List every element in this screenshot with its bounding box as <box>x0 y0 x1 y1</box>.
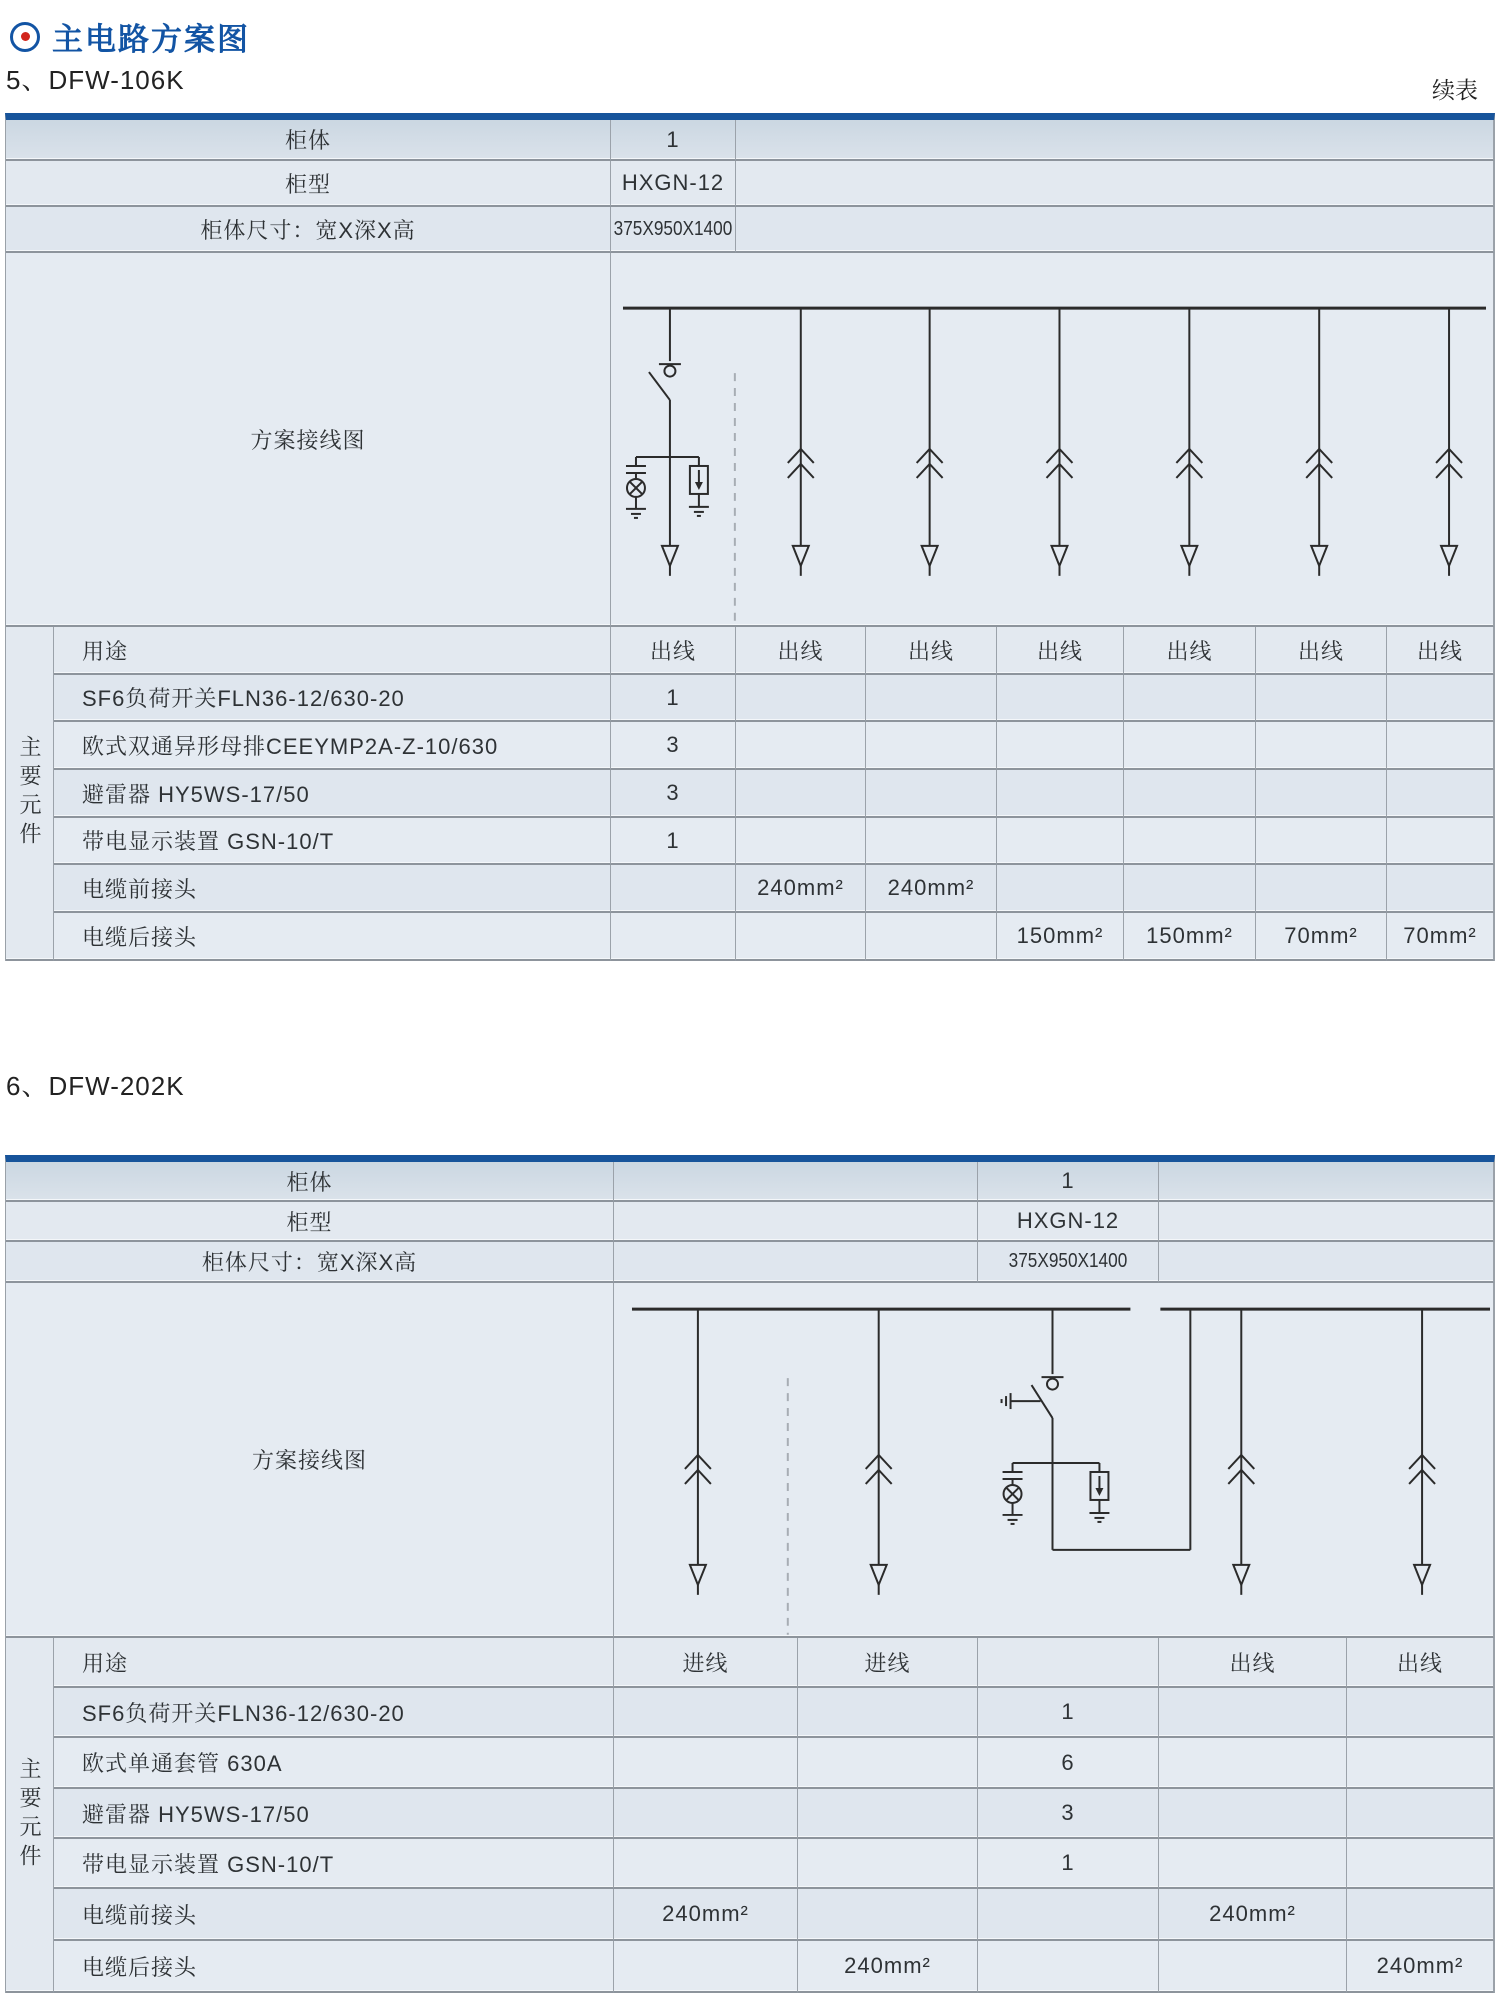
qty-cell <box>1256 770 1387 818</box>
page-title-text: 主电路方案图 <box>52 22 250 57</box>
cable-size-cell <box>798 1889 978 1941</box>
info-value-cell: HXGN-12 <box>611 161 736 207</box>
cable-size-cell <box>614 1941 798 1993</box>
qty-cell <box>1347 1789 1494 1839</box>
info-label-cell: 柜体 <box>6 120 611 161</box>
qty-cell <box>1124 722 1256 770</box>
cable-size-cell <box>978 1889 1159 1941</box>
qty-cell <box>1159 1789 1347 1839</box>
page-title <box>10 14 250 59</box>
single-line-diagram-dfw202k <box>614 1283 1493 1638</box>
usage-header-cell: 出线 <box>1387 627 1494 675</box>
usage-header-cell: 出线 <box>866 627 997 675</box>
switch-branch <box>626 308 709 576</box>
info-label-cell: 柜体尺寸：宽X深X高 <box>6 1242 614 1283</box>
cable-size-cell <box>1124 865 1256 913</box>
usage-header-cell: 出线 <box>1124 627 1256 675</box>
cable-size-cell <box>997 865 1124 913</box>
usage-header-cell: 进线 <box>614 1638 798 1688</box>
outgoing-branch <box>917 308 943 576</box>
cable-size-cell <box>1159 1941 1347 1993</box>
info-label-cell: 柜体尺寸：宽X深X高 <box>6 207 611 253</box>
qty-cell <box>614 1789 798 1839</box>
qty-cell <box>736 722 866 770</box>
cable-size-cell: 240mm² <box>1347 1941 1494 1993</box>
outgoing-branch <box>1176 308 1202 576</box>
section2-title: 6、DFW-202K <box>6 1071 185 1101</box>
continued-note: 续表 <box>1432 77 1478 103</box>
usage-header-cell: 出线 <box>736 627 866 675</box>
cable-size-cell <box>611 865 736 913</box>
outgoing-branch <box>788 308 814 576</box>
outgoing-branch <box>1047 308 1073 576</box>
usage-header-cell: 进线 <box>798 1638 978 1688</box>
bullseye-icon <box>10 22 40 52</box>
cable-size-cell: 240mm² <box>866 865 997 913</box>
diagram-label-cell: 方案接线图 <box>6 253 611 627</box>
qty-cell <box>1347 1738 1494 1789</box>
qty-cell <box>736 675 866 722</box>
component-row-label: SF6负荷开关FLN36-12/630-20 <box>54 675 611 722</box>
cable-size-cell: 150mm² <box>997 913 1124 961</box>
scheme-table-dfw202k <box>5 1155 1495 1993</box>
qty-cell: 1 <box>978 1688 1159 1738</box>
usage-header-cell: 出线 <box>997 627 1124 675</box>
component-row-label: 欧式双通异形母排CEEYMP2A-Z-10/630 <box>54 722 611 770</box>
component-row-label: 电缆后接头 <box>54 1941 614 1993</box>
cable-size-cell <box>736 913 866 961</box>
outgoing-branch <box>1306 308 1332 576</box>
info-label-cell: 柜体 <box>6 1162 614 1202</box>
component-row-label: 欧式单通套管 630A <box>54 1738 614 1789</box>
qty-cell: 1 <box>978 1839 1159 1889</box>
side-label-main-components: 主要元件 <box>6 627 54 961</box>
cable-size-cell: 150mm² <box>1124 913 1256 961</box>
cable-size-cell: 70mm² <box>1387 913 1494 961</box>
qty-cell <box>614 1688 798 1738</box>
ground-icon <box>1003 1515 1023 1524</box>
qty-cell <box>1256 818 1387 865</box>
diagram-label-cell: 方案接线图 <box>6 1283 614 1638</box>
cable-size-cell <box>866 913 997 961</box>
ground-icon <box>1089 1513 1109 1522</box>
cable-size-cell <box>978 1941 1159 1993</box>
cabinet-size-value: 375X950X1400 <box>1008 1250 1128 1272</box>
info-empty-cell <box>736 120 1494 161</box>
outgoing-branch <box>1409 1309 1435 1595</box>
usage-header-cell: 出线 <box>1347 1638 1494 1688</box>
cable-size-cell: 240mm² <box>736 865 866 913</box>
info-empty-cell <box>614 1202 978 1242</box>
load-break-switch-icon <box>664 366 675 377</box>
cabinet-size-value: 375X950X1400 <box>613 217 733 240</box>
live-display-device-icon <box>1003 1463 1023 1524</box>
diagram-cell <box>611 253 1494 627</box>
usage-header-cell <box>978 1638 1159 1688</box>
qty-cell <box>1387 818 1494 865</box>
qty-cell <box>614 1738 798 1789</box>
qty-cell: 3 <box>978 1789 1159 1839</box>
component-row-label: 电缆后接头 <box>54 913 611 961</box>
side-label-main-components: 主要元件 <box>6 1638 54 1993</box>
qty-cell <box>866 770 997 818</box>
scheme-table-dfw106k <box>5 113 1495 961</box>
qty-cell <box>866 818 997 865</box>
single-line-diagram-dfw106k <box>611 253 1493 627</box>
qty-cell <box>1347 1839 1494 1889</box>
qty-cell <box>997 675 1124 722</box>
qty-cell <box>1159 1738 1347 1789</box>
info-empty-cell <box>1159 1162 1494 1202</box>
info-value-cell: 1 <box>611 120 736 161</box>
diagram-cell <box>614 1283 1494 1638</box>
qty-cell <box>798 1839 978 1889</box>
qty-cell <box>866 675 997 722</box>
qty-cell <box>1256 675 1387 722</box>
qty-cell: 6 <box>978 1738 1159 1789</box>
component-row-label: SF6负荷开关FLN36-12/630-20 <box>54 1688 614 1738</box>
info-value-cell <box>611 207 736 253</box>
component-row-label: 电缆前接头 <box>54 865 611 913</box>
qty-cell <box>1387 722 1494 770</box>
qty-cell <box>736 770 866 818</box>
usage-row-label: 用途 <box>54 627 611 675</box>
info-empty-cell <box>736 161 1494 207</box>
qty-cell <box>1347 1688 1494 1738</box>
qty-cell <box>736 818 866 865</box>
qty-cell <box>1159 1839 1347 1889</box>
cable-size-cell <box>1347 1889 1494 1941</box>
section1-title: 5、DFW-106K <box>6 65 185 95</box>
cable-size-cell <box>1387 865 1494 913</box>
usage-header-cell: 出线 <box>1256 627 1387 675</box>
qty-cell <box>798 1688 978 1738</box>
qty-cell <box>1124 818 1256 865</box>
surge-arrester-icon <box>689 457 709 516</box>
qty-cell <box>1159 1688 1347 1738</box>
info-empty-cell <box>736 207 1494 253</box>
qty-cell: 3 <box>611 770 736 818</box>
info-label-cell: 柜型 <box>6 161 611 207</box>
info-empty-cell <box>1159 1202 1494 1242</box>
info-empty-cell <box>614 1242 978 1283</box>
component-row-label: 带电显示装置 GSN-10/T <box>54 1839 614 1889</box>
component-row-label: 避雷器 HY5WS-17/50 <box>54 770 611 818</box>
outgoing-branch <box>1436 308 1462 576</box>
usage-row-label: 用途 <box>54 1638 614 1688</box>
component-row-label: 避雷器 HY5WS-17/50 <box>54 1789 614 1839</box>
qty-cell <box>614 1839 798 1889</box>
info-label-cell: 柜型 <box>6 1202 614 1242</box>
qty-cell <box>997 770 1124 818</box>
ground-icon <box>626 509 646 518</box>
qty-cell: 1 <box>611 818 736 865</box>
usage-header-cell: 出线 <box>611 627 736 675</box>
qty-cell <box>1256 722 1387 770</box>
earthing-switch-icon <box>1002 1393 1041 1409</box>
cable-size-cell: 240mm² <box>614 1889 798 1941</box>
component-row-label: 电缆前接头 <box>54 1889 614 1941</box>
cable-size-cell: 240mm² <box>798 1941 978 1993</box>
load-break-switch-icon <box>1047 1379 1058 1390</box>
info-empty-cell <box>1159 1242 1494 1283</box>
cable-size-cell <box>1256 865 1387 913</box>
qty-cell <box>997 722 1124 770</box>
incoming-branch <box>866 1309 892 1595</box>
usage-header-cell: 出线 <box>1159 1638 1347 1688</box>
cable-size-cell: 240mm² <box>1159 1889 1347 1941</box>
incoming-branch <box>685 1309 711 1595</box>
qty-cell <box>798 1738 978 1789</box>
qty-cell: 3 <box>611 722 736 770</box>
cable-size-cell: 70mm² <box>1256 913 1387 961</box>
qty-cell <box>798 1789 978 1839</box>
info-value-cell: 1 <box>978 1162 1159 1202</box>
component-row-label: 带电显示装置 GSN-10/T <box>54 818 611 865</box>
qty-cell <box>866 722 997 770</box>
qty-cell <box>997 818 1124 865</box>
ground-icon <box>689 507 709 516</box>
info-value-cell: HXGN-12 <box>978 1202 1159 1242</box>
qty-cell: 1 <box>611 675 736 722</box>
bus-tie-switch-branch <box>1002 1309 1191 1550</box>
info-value-cell <box>978 1242 1159 1283</box>
qty-cell <box>1124 675 1256 722</box>
qty-cell <box>1124 770 1256 818</box>
cable-terminal-arrow-icon <box>662 546 678 566</box>
live-display-device-icon <box>626 457 646 518</box>
outgoing-branch <box>1228 1309 1254 1595</box>
cable-size-cell <box>611 913 736 961</box>
qty-cell <box>1387 770 1494 818</box>
qty-cell <box>1387 675 1494 722</box>
surge-arrester-icon <box>1089 1463 1109 1522</box>
info-empty-cell <box>614 1162 978 1202</box>
